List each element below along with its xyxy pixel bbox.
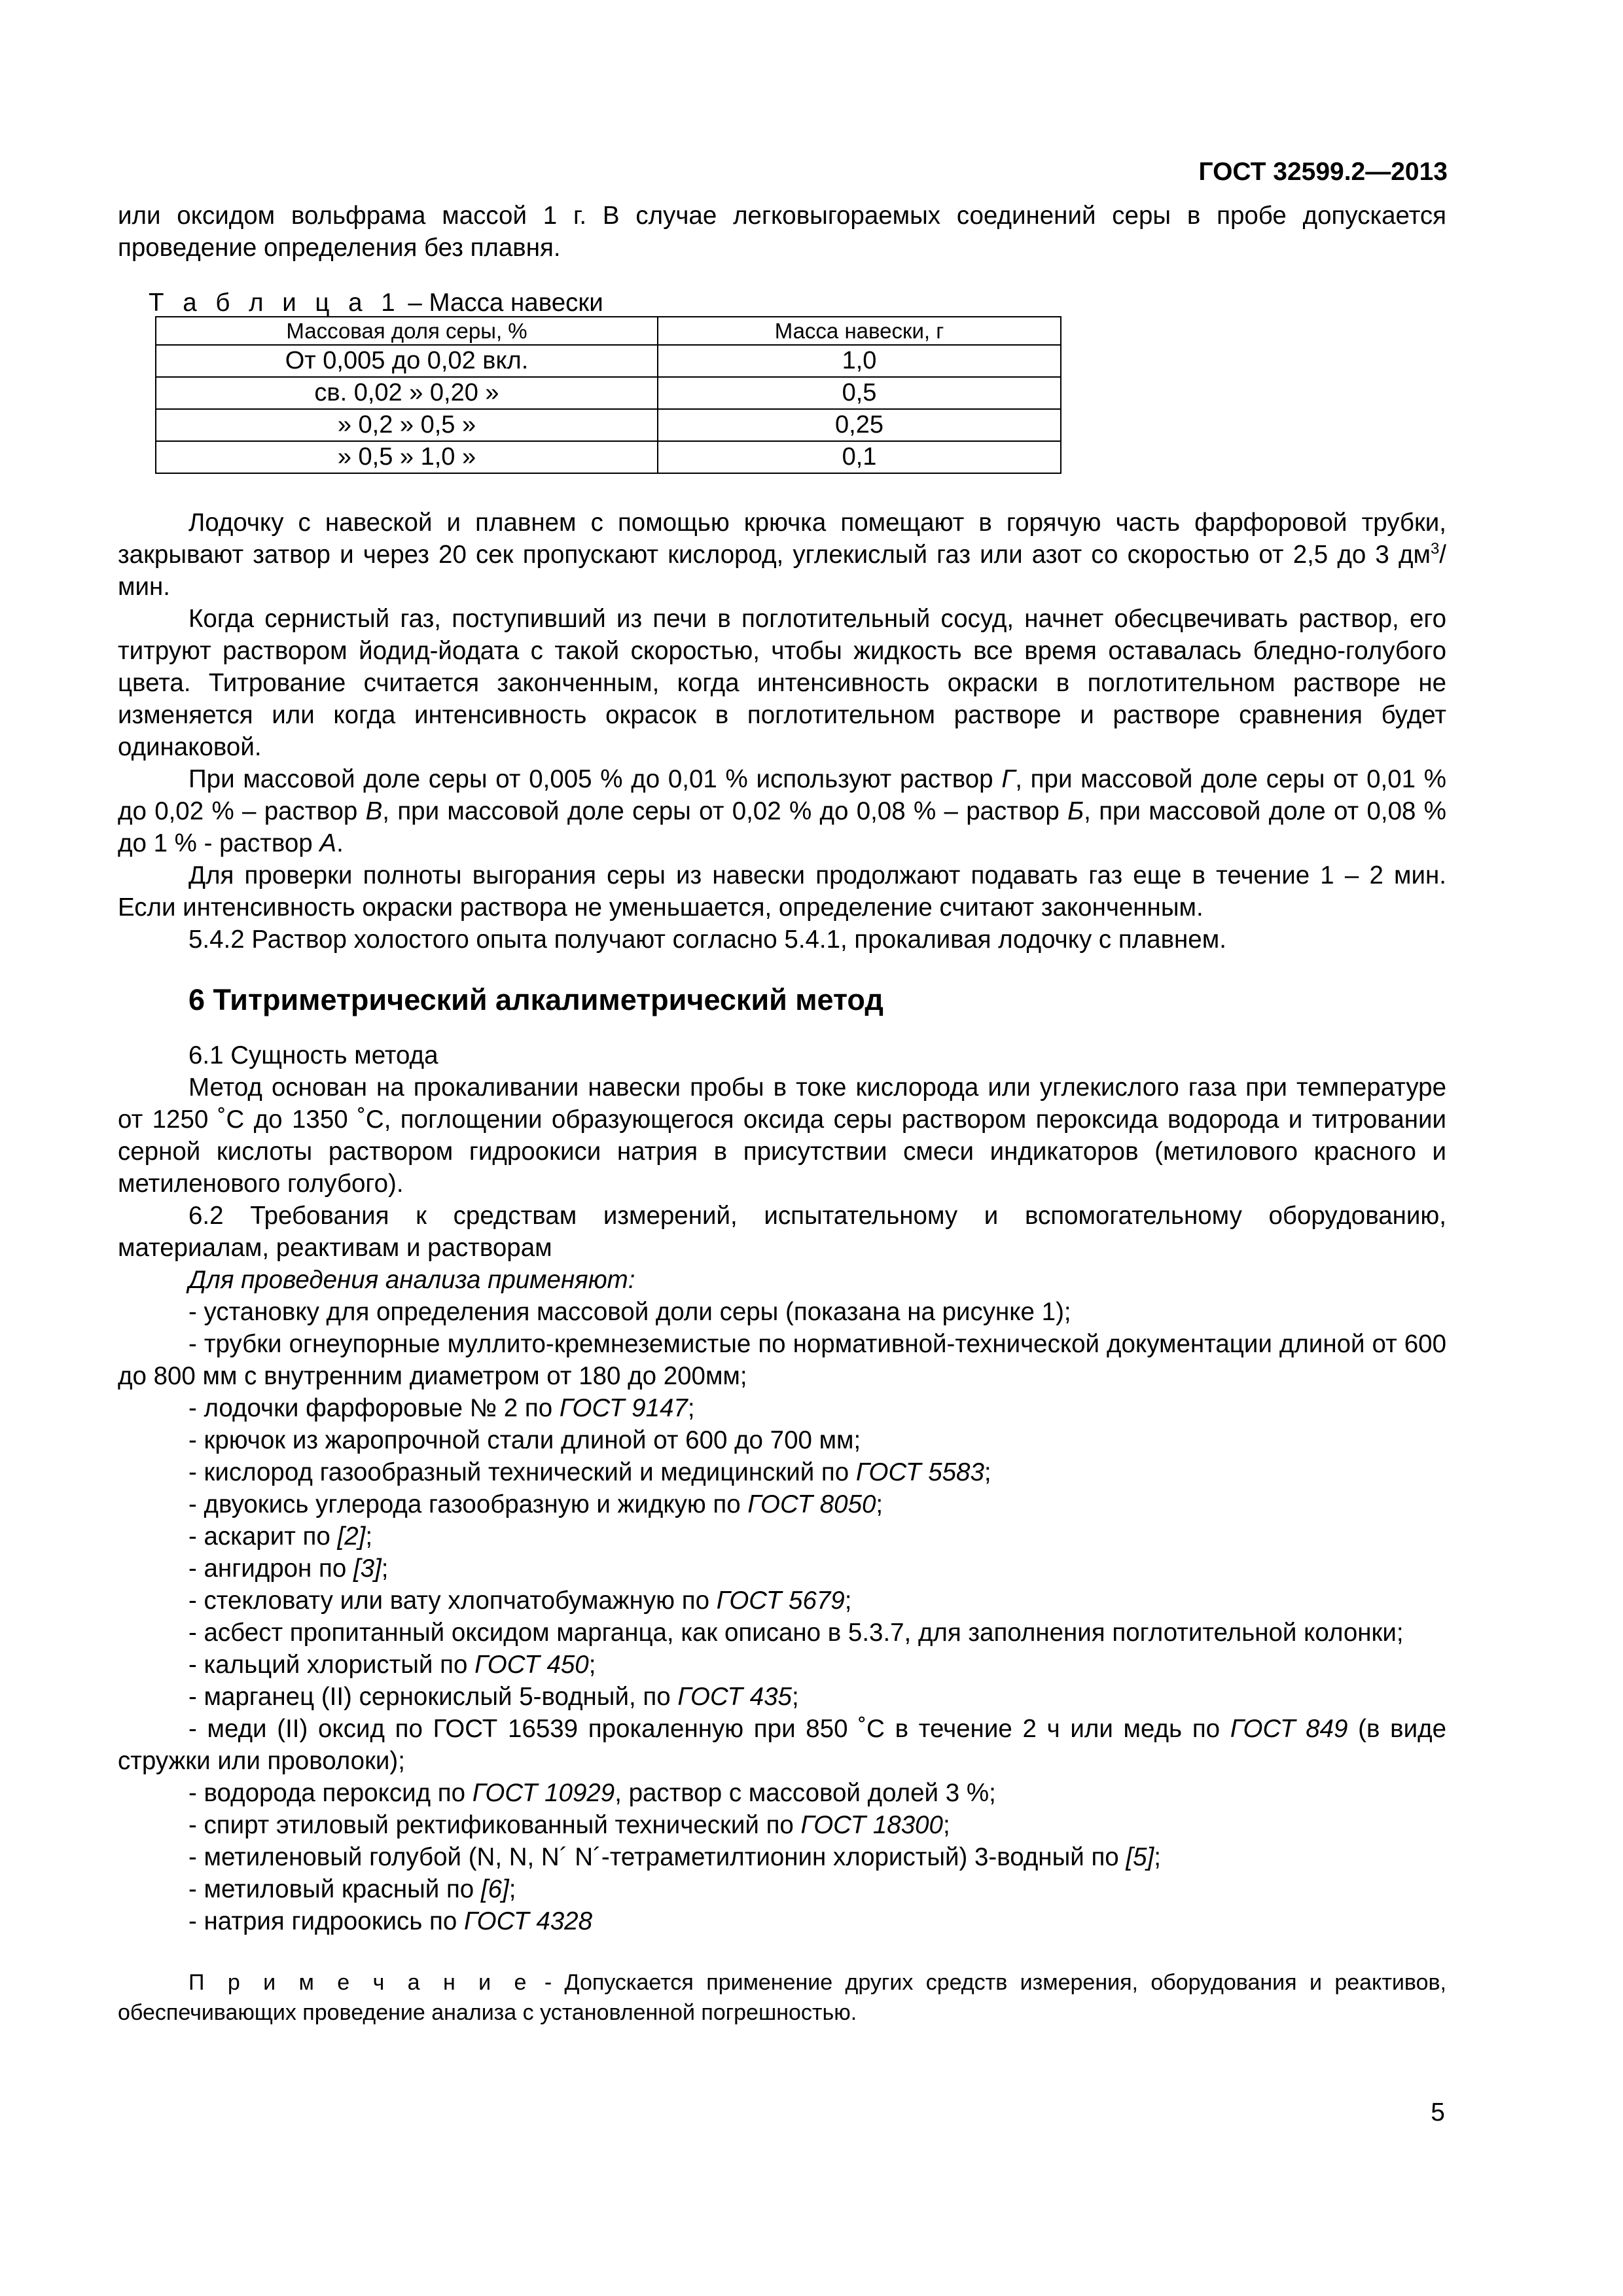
paragraph-blank: 5.4.2 Раствор холостого опыта получают согласно 5.4.1, прокаливая лодочку с плавнем. — [188, 925, 1226, 954]
list-item: - двуокись углерода газообразную и жидкую по ГОСТ 8050; — [188, 1490, 883, 1518]
list-item: - асбест пропитанный оксидом марганца, как описано в 5.3.7, для заполнения поглотительной колонки; — [188, 1619, 1404, 1647]
reference: [2] — [337, 1522, 366, 1551]
table-header-row — [156, 317, 1061, 345]
subsection-6-1-text: Метод основан на прокаливании навески пробы в токе кислорода или углекислого газа при температуре от 1250 ˚С до 1350 ˚С, поглощении образующегося оксида серы раствором пероксида водорода и титровании серной кислоты раствором гидроокиси натрия в присутствии смеси индикаторов (метилового красного и метиленового голубого). — [118, 1073, 1446, 1198]
list-item: - трубки огнеупорные муллито-кремнеземистые по нормативной-технической документации длиной от 600 до 800 мм с внутренним диаметром от 180 до 200мм; — [118, 1330, 1446, 1390]
table-cell: От 0,005 до 0,02 вкл. — [156, 345, 658, 377]
document-header: ГОСТ 32599.2—2013 — [1198, 158, 1448, 186]
list-item: - меди (II) оксид по ГОСТ 16539 прокаленную при 850 ˚С в течение 2 ч или медь по ГОСТ 849 (в виде стружки или проволоки); — [118, 1715, 1446, 1775]
list-item: - ангидрон по [3]; — [188, 1554, 389, 1583]
table-cell: 0,5 — [658, 377, 1061, 409]
list-item: - крючок из жаропрочной стали длиной от 600 до 700 мм; — [188, 1426, 861, 1454]
reference: ГОСТ 849 — [1230, 1715, 1348, 1743]
reference: [5] — [1126, 1843, 1154, 1871]
intro-paragraph: или оксидом вольфрама массой 1 г. В случае легковыгораемых соединений серы в пробе допускается проведение определения без плавня. — [118, 202, 1446, 262]
paragraph-boat: Лодочку с навеской и плавнем с помощью крючка помещают в горячую часть фарфоровой трубки, закрывают затвор и через 20 сек пропускают кислород, углекислый газ или азот со скоростью от 2,5 до 3 $дм^3$/мин. — [118, 509, 1446, 601]
table-caption-prefix: Т а б л и ц а 1 — [149, 289, 401, 317]
reference: ГОСТ 450 — [474, 1651, 589, 1679]
paragraph-titration: Когда сернистый газ, поступивший из печи в поглотительный сосуд, начнет обесцвечивать раствор, его титруют раствором йодид-йодата с такой скоростью, чтобы жидкость все время оставалась бледно-голубого цвета. Титрование считается законченным, когда интенсивность окраски в поглотительном растворе не изменяется или когда интенсивность окрасок в поглотительном растворе и растворе сравнения будет одинаковой. — [118, 605, 1446, 761]
table-cell: » 0,5 » 1,0 » — [156, 441, 658, 473]
table-cell: св. 0,02 » 0,20 » — [156, 377, 658, 409]
table-caption-title: – Масса навески — [401, 289, 603, 317]
table-row — [156, 377, 1061, 409]
reference: ГОСТ 18300 — [800, 1811, 943, 1839]
list-item: - лодочки фарфоровые № 2 по ГОСТ 9147; — [188, 1394, 695, 1422]
page-content — [118, 200, 1446, 2028]
reference: ГОСТ 9147 — [559, 1394, 688, 1422]
paragraph-completeness: Для проверки полноты выгорания серы из навески продолжают подавать газ еще в течение 1 – 2 мин. Если интенсивность окраски раствора не уменьшается, определение считают законченным. — [118, 861, 1446, 922]
reference: ГОСТ 4328 — [464, 1907, 592, 1935]
table-header-cell: Массовая доля серы, % — [156, 317, 658, 345]
list-item: - установку для определения массовой доли серы (показана на рисунке 1); — [188, 1298, 1071, 1326]
list-item: - натрия гидроокись по ГОСТ 4328 — [188, 1907, 592, 1935]
subsection-6-1-title: 6.1 Сущность метода — [188, 1041, 438, 1069]
list-item: - марганец (II) сернокислый 5-водный, по ГОСТ 435; — [188, 1683, 799, 1711]
list-item: - стекловату или вату хлопчатобумажную по ГОСТ 5679; — [188, 1587, 852, 1615]
reference: [3] — [353, 1554, 382, 1583]
list-item: - аскарит по [2]; — [188, 1522, 373, 1551]
apply-line: Для проведения анализа применяют: — [188, 1266, 635, 1294]
reference: ГОСТ 5583 — [855, 1458, 984, 1486]
table-row — [156, 441, 1061, 473]
list-item: - метиловый красный по [6]; — [188, 1875, 516, 1903]
paragraph-solutions: При массовой доле серы от 0,005 % до 0,01 % используют раствор Г, при массовой доле серы от 0,01 % до 0,02 % – раствор В, при массовой доле серы от 0,02 % до 0,08 % – раствор Б, при массовой доле от 0,08 % до 1 % - раствор А. — [118, 765, 1446, 857]
subsection-6-2-title: 6.2 Требования к средствам измерений, испытательному и вспомогательному оборудованию, материалам, реактивам и растворам — [118, 1202, 1446, 1262]
reference: [6] — [480, 1875, 509, 1903]
reference: ГОСТ 5679 — [716, 1587, 845, 1615]
list-item: - метиленовый голубой (N, N, N´ N´-тетраметилтионин хлористый) 3-водный по [5]; — [188, 1843, 1161, 1871]
table-row — [156, 345, 1061, 377]
equipment-list — [118, 1296, 1446, 1937]
list-item: - водорода пероксид по ГОСТ 10929, раствор с массовой долей 3 %; — [188, 1779, 996, 1807]
note-paragraph: П р и м е ч а н и е - Допускается применение других средств измерения, оборудования и реактивов, обеспечивающих проведение анализа с установленной погрешностью. — [118, 1970, 1446, 2025]
table-row — [156, 409, 1061, 441]
reference: ГОСТ 435 — [677, 1683, 792, 1711]
table-cell: 1,0 — [658, 345, 1061, 377]
table-cell: » 0,2 » 0,5 » — [156, 409, 658, 441]
reference: ГОСТ 10929 — [472, 1779, 615, 1807]
sample-mass-table — [155, 316, 1061, 474]
section-6-heading: 6 Титриметрический алкалиметрический метод — [188, 983, 883, 1016]
table-header-cell: Масса навески, г — [658, 317, 1061, 345]
list-item: - кислород газообразный технический и медицинский по ГОСТ 5583; — [188, 1458, 991, 1486]
table-cell: 0,25 — [658, 409, 1061, 441]
list-item: - спирт этиловый ректификованный технический по ГОСТ 18300; — [188, 1811, 950, 1839]
page-number: 5 — [1431, 2098, 1445, 2126]
table-caption — [118, 290, 1446, 316]
list-item: - кальций хлористый по ГОСТ 450; — [188, 1651, 596, 1679]
table-cell: 0,1 — [658, 441, 1061, 473]
reference: ГОСТ 8050 — [747, 1490, 876, 1518]
